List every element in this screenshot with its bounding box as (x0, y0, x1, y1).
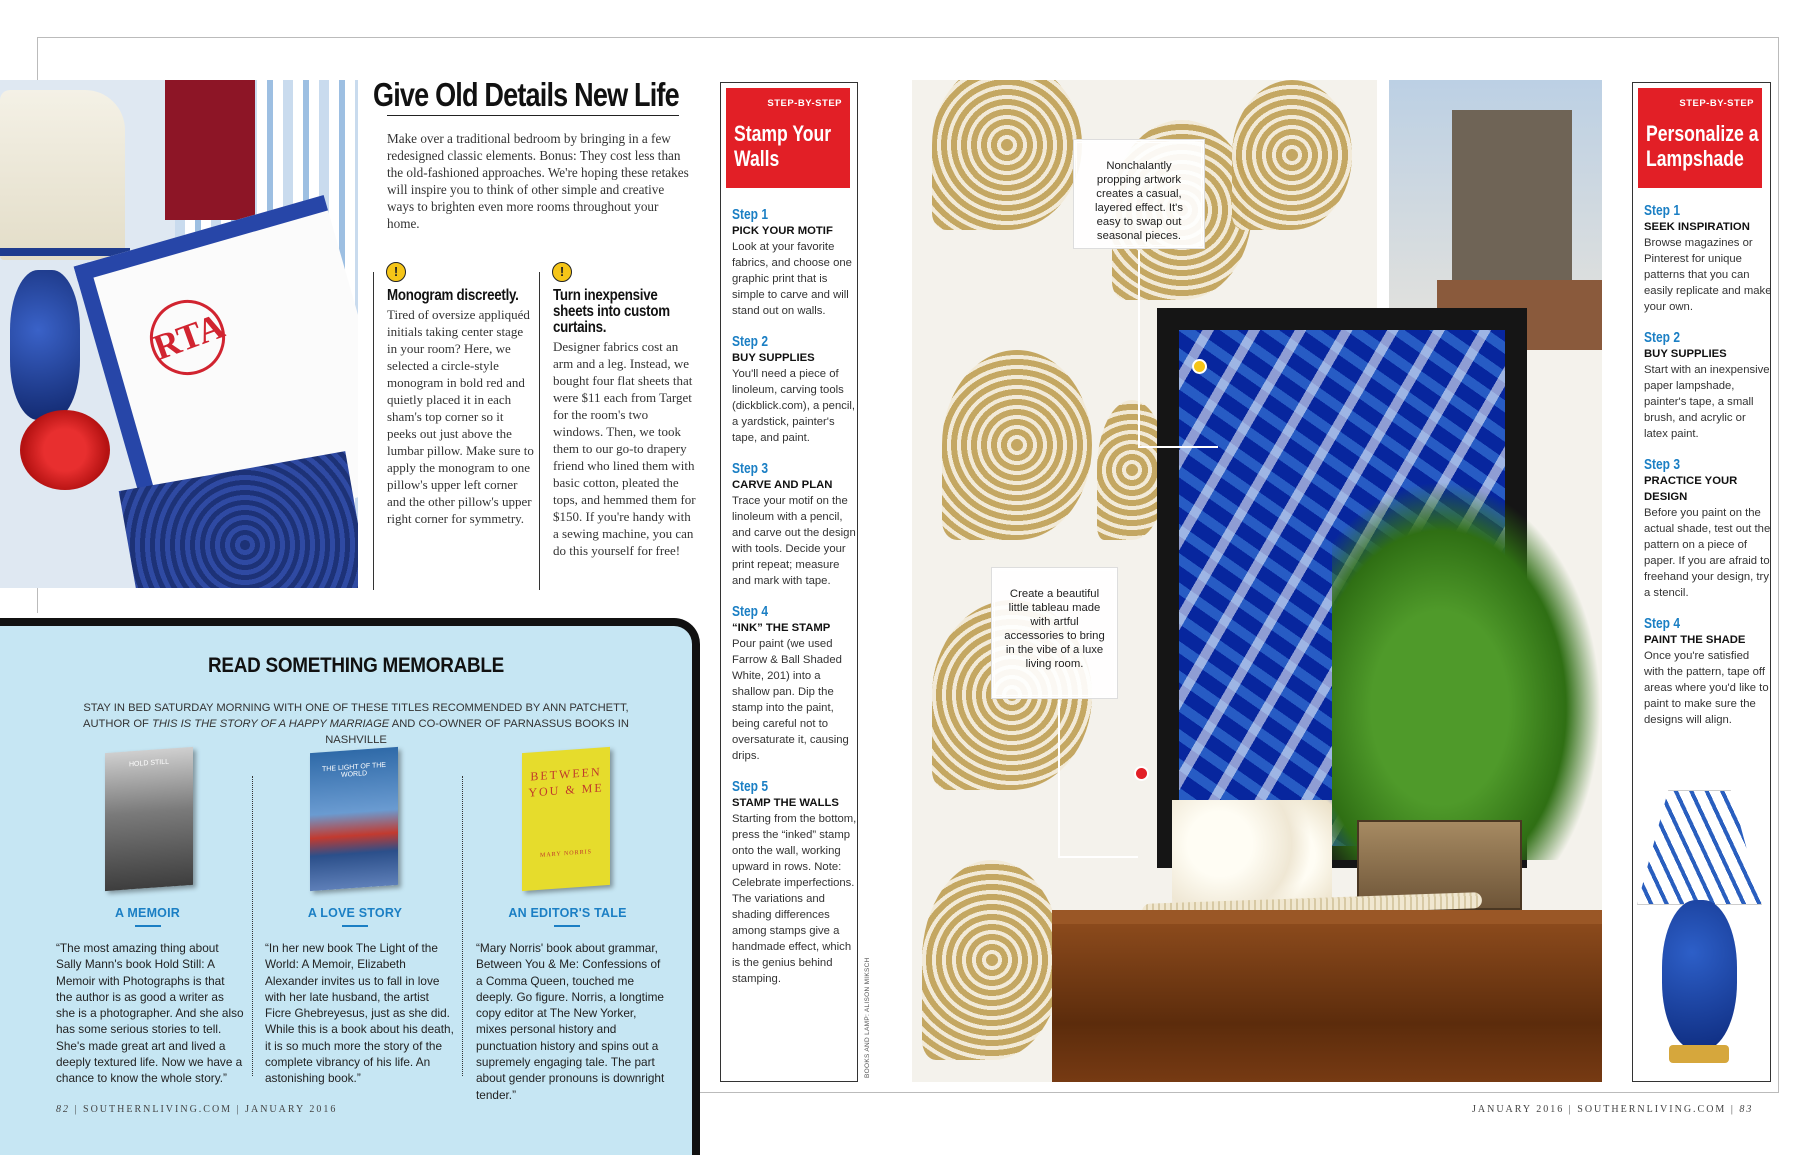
tip-body: Designer fabrics cost an arm and a leg. Instead, we bought four flat sheets that were $11 each from Target for the room's two windows. Then, we took them to our go-to drapery friend who lined them with basic cotton, pleated the tops, and hemmed them for $150. If you're handy with a sewing machine, you can do this yourself for free! (553, 339, 696, 558)
red-flowers (20, 410, 110, 490)
lampshade-header (1638, 88, 1762, 188)
step-body: You'll need a piece of linoleum, carving tools (dickblick.com), a pencil, a yardstick, painter's tape, and paint. (732, 368, 856, 444)
tip-curtains (553, 288, 698, 559)
callout-leader (1058, 700, 1060, 858)
step-number: Step 4 (1644, 615, 1681, 632)
bedroom-photo (0, 80, 358, 588)
exclamation-icon: ! (552, 262, 572, 282)
step-title: PAINT THE SHADE (1644, 634, 1746, 646)
step-number: Step 5 (732, 778, 769, 795)
step-body: Trace your motif on the linoleum with a pencil, and carve out the design with tools. Decide your print repeat; measure and mark with tape. (732, 495, 856, 587)
kicker: STEP-BY-STEP (1679, 98, 1754, 109)
folio-date: JANUARY 2016 (1472, 1104, 1565, 1115)
step-body: Browse magazines or Pinterest for unique patterns that you can easily replicate and make your own. (1644, 237, 1772, 313)
tip-heading: Turn inexpensive sheets into custom curtains. (553, 287, 670, 336)
title-line: Personalize a (1646, 121, 1759, 146)
book-quote: “In her new book The Light of the World: A Memoir, Elizabeth Alexander invites us to fall in love with her late husband, the artist Ficre Ghebreyesus, just as she did. While this is a book about his death, it is so much more the story of the complete vibrancy of his life. An astonishing book.” (265, 941, 454, 1086)
step-body: Once you're satisfied with the pattern, tape off areas where you'd like to paint to make sure the designs will align. (1644, 650, 1769, 726)
category-underline (342, 925, 368, 927)
page-frame-bottom (700, 1092, 1779, 1093)
reads-subtitle-pre: STAY IN BED SATURDAY MORNING WITH ONE OF THESE TITLES RECOMMENDED BY ANN PATCHETT, AUTHOR OF (82, 702, 629, 730)
sidebar-title (1646, 121, 1759, 171)
red-headboard (165, 80, 255, 220)
tip-body: Tired of oversize appliquéd initials taking center stage in your room? Here, we selected a circle-style monogram in bold red and quietly placed it in each sham's top corner so it peeks out just above the lumbar pillow. Make sure to apply the monogram to one pillow's upper left corner and the other pillow's upper right corner for symmetry. (387, 307, 534, 526)
painted-lampshade (1637, 790, 1762, 905)
dotted-divider (252, 776, 253, 1076)
title-line: Lampshade (1646, 146, 1744, 171)
step-number: Step 3 (1644, 456, 1681, 473)
page-frame-top (37, 37, 1779, 38)
sidebar-title (734, 121, 832, 171)
tip-heading: Monogram discreetly. (387, 287, 519, 304)
kicker: STEP-BY-STEP (767, 98, 842, 109)
step-body: Before you paint on the actual shade, test out the pattern on a piece of paper. If you are afraid to freehand your design, try a stencil. (1644, 507, 1771, 599)
lamp-shade (0, 90, 125, 260)
book-cover-light-of-world (310, 747, 398, 891)
green-plant (1332, 480, 1602, 860)
dotted-divider (462, 776, 463, 1076)
paisley-stamp (942, 350, 1092, 540)
book-quote: “Mary Norris' book about grammar, Between You & Me: Confessions of a Comma Queen, touched me deeply. Go figure. Norris, a longtime copy editor at The New Yorker, mixes personal history and punctuation history and spins out a supremely engaging tale. The part about gender pronouns is downright tender.” (476, 941, 665, 1102)
stamp-steps (732, 192, 860, 987)
lampshade-steps (1644, 188, 1772, 728)
book-cover-title: THE LIGHT OF THE WORLD (322, 761, 386, 779)
step-number: Step 3 (732, 460, 769, 477)
book-cover-hold-still (105, 747, 193, 891)
hotspot-dot (1134, 766, 1149, 781)
reads-subtitle (60, 700, 652, 748)
white-coral (1172, 800, 1332, 910)
article-intro: Make over a traditional bedroom by bringing in a few redesigned classic elements. Bonus: They cost less than the old-fashioned approaches. We're hoping these retakes will inspire you to think of other simple and creative ways to brighten even more rooms throughout your home. (387, 131, 689, 231)
callout-artwork: Nonchalantly propping artwork creates a casual, layered effect. It's easy to swap out seasonal pieces. (1074, 140, 1204, 248)
book-category: A MEMOIR (114, 906, 181, 920)
paisley-stamp (932, 80, 1082, 230)
step-number: Step 2 (732, 333, 769, 350)
step-title: PRACTICE YOUR DESIGN (1644, 475, 1738, 503)
article-title: Give Old Details New Life (373, 76, 679, 113)
column-rule (373, 272, 374, 590)
step-title: SEEK INSPIRATION (1644, 221, 1750, 233)
hotspot-dot (1192, 359, 1207, 374)
mantel-vignette-photo (912, 80, 1602, 1082)
paisley-stamp (922, 860, 1062, 1060)
category-underline (135, 925, 161, 927)
title-rule (387, 115, 679, 116)
book-cover-author: MARY NORRIS (540, 849, 592, 859)
column-rule (539, 272, 540, 590)
step-number: Step 1 (1644, 202, 1681, 219)
folio-site: SOUTHERNLIVING.COM (1577, 1104, 1727, 1115)
monogram-logo: RTA (139, 289, 235, 385)
step-title: “INK” THE STAMP (732, 622, 831, 634)
lamp-shade-trim (0, 248, 130, 256)
tip-monogram (387, 288, 535, 527)
step-title: STAMP THE WALLS (732, 797, 839, 809)
reads-title: READ SOMETHING MEMORABLE (208, 654, 504, 677)
book-cover-between-you-and-me (522, 747, 610, 891)
step-body: Pour paint (we used Farrow & Ball Shaded White, 201) into a shallow pan. Dip the stamp into the paint, being careful not to oversaturate it, causing drips. (732, 638, 849, 762)
step-body: Starting from the bottom, press the “inked” stamp onto the wall, working upward in rows. Note: Celebrate imperfections. The variations and shading differences among stamps give a handmade effect, which is the genius behind stamping. (732, 813, 857, 985)
article-header (373, 76, 695, 114)
photo-credit: BOOKS AND LAMP: ALISON MIKSCH (864, 957, 871, 1078)
step-number: Step 2 (1644, 329, 1681, 346)
page-number: 83 (1739, 1104, 1754, 1115)
title-line: Walls (734, 146, 780, 171)
lamp-photo (1627, 790, 1777, 1080)
book-category: AN EDITOR'S TALE (508, 906, 627, 920)
step-title: CARVE AND PLAN (732, 479, 833, 491)
exclamation-icon: ! (386, 262, 406, 282)
callout-leader (1138, 250, 1140, 448)
callout-leader (1058, 856, 1138, 858)
book-category: A LOVE STORY (307, 906, 403, 920)
step-body: Start with an inexpensive paper lampshade, painter's tape, a small brush, and acrylic or latex paint. (1644, 364, 1770, 440)
stamp-walls-header (726, 88, 850, 188)
folio-left: 82 | SOUTHERNLIVING.COM | JANUARY 2016 (56, 1104, 338, 1115)
blue-lamp-base (10, 270, 80, 420)
book-cover-title: BETWEEN YOU & ME (528, 764, 604, 800)
reads-subtitle-post: AND CO-OWNER OF PARNASSUS BOOKS IN NASHVILLE (325, 718, 629, 746)
callout-tableau: Create a beautiful little tableau made with artful accessories to bring in the vibe of a luxe living room. (992, 568, 1117, 698)
step-title: BUY SUPPLIES (1644, 348, 1727, 360)
wood-dresser (1052, 910, 1602, 1082)
category-underline (554, 925, 580, 927)
step-number: Step 4 (732, 603, 769, 620)
folio-date: JANUARY 2016 (245, 1104, 338, 1115)
folio-site: SOUTHERNLIVING.COM (83, 1104, 233, 1115)
step-body: Look at your favorite fabrics, and choose one graphic print that is simple to carve and will stand out on walls. (732, 241, 852, 317)
reads-subtitle-book: THIS IS THE STORY OF A HAPPY MARRIAGE (151, 718, 390, 730)
brass-lamp-foot (1669, 1045, 1729, 1063)
step-number: Step 1 (732, 206, 769, 223)
paisley-stamp (1232, 80, 1352, 230)
title-line: Stamp Your (734, 121, 832, 146)
page-frame-right (1778, 37, 1779, 1092)
callout-leader (1138, 446, 1218, 448)
blue-gourd-lamp (1662, 900, 1737, 1050)
step-title: PICK YOUR MOTIF (732, 225, 833, 237)
book-quote: “The most amazing thing about Sally Mann's book Hold Still: A Memoir with Photographs is that the author is as good a writer as she is a photographer. And she also has some serious stories to tell. She's made great art and lived a deeply textured life. Now we have a chance to know the whole story.” (56, 941, 244, 1086)
folio-right: JANUARY 2016 | SOUTHERNLIVING.COM | 83 (1472, 1104, 1754, 1115)
book-cover-title: HOLD STILL (128, 758, 170, 769)
step-title: BUY SUPPLIES (732, 352, 815, 364)
page-number: 82 (56, 1104, 70, 1115)
